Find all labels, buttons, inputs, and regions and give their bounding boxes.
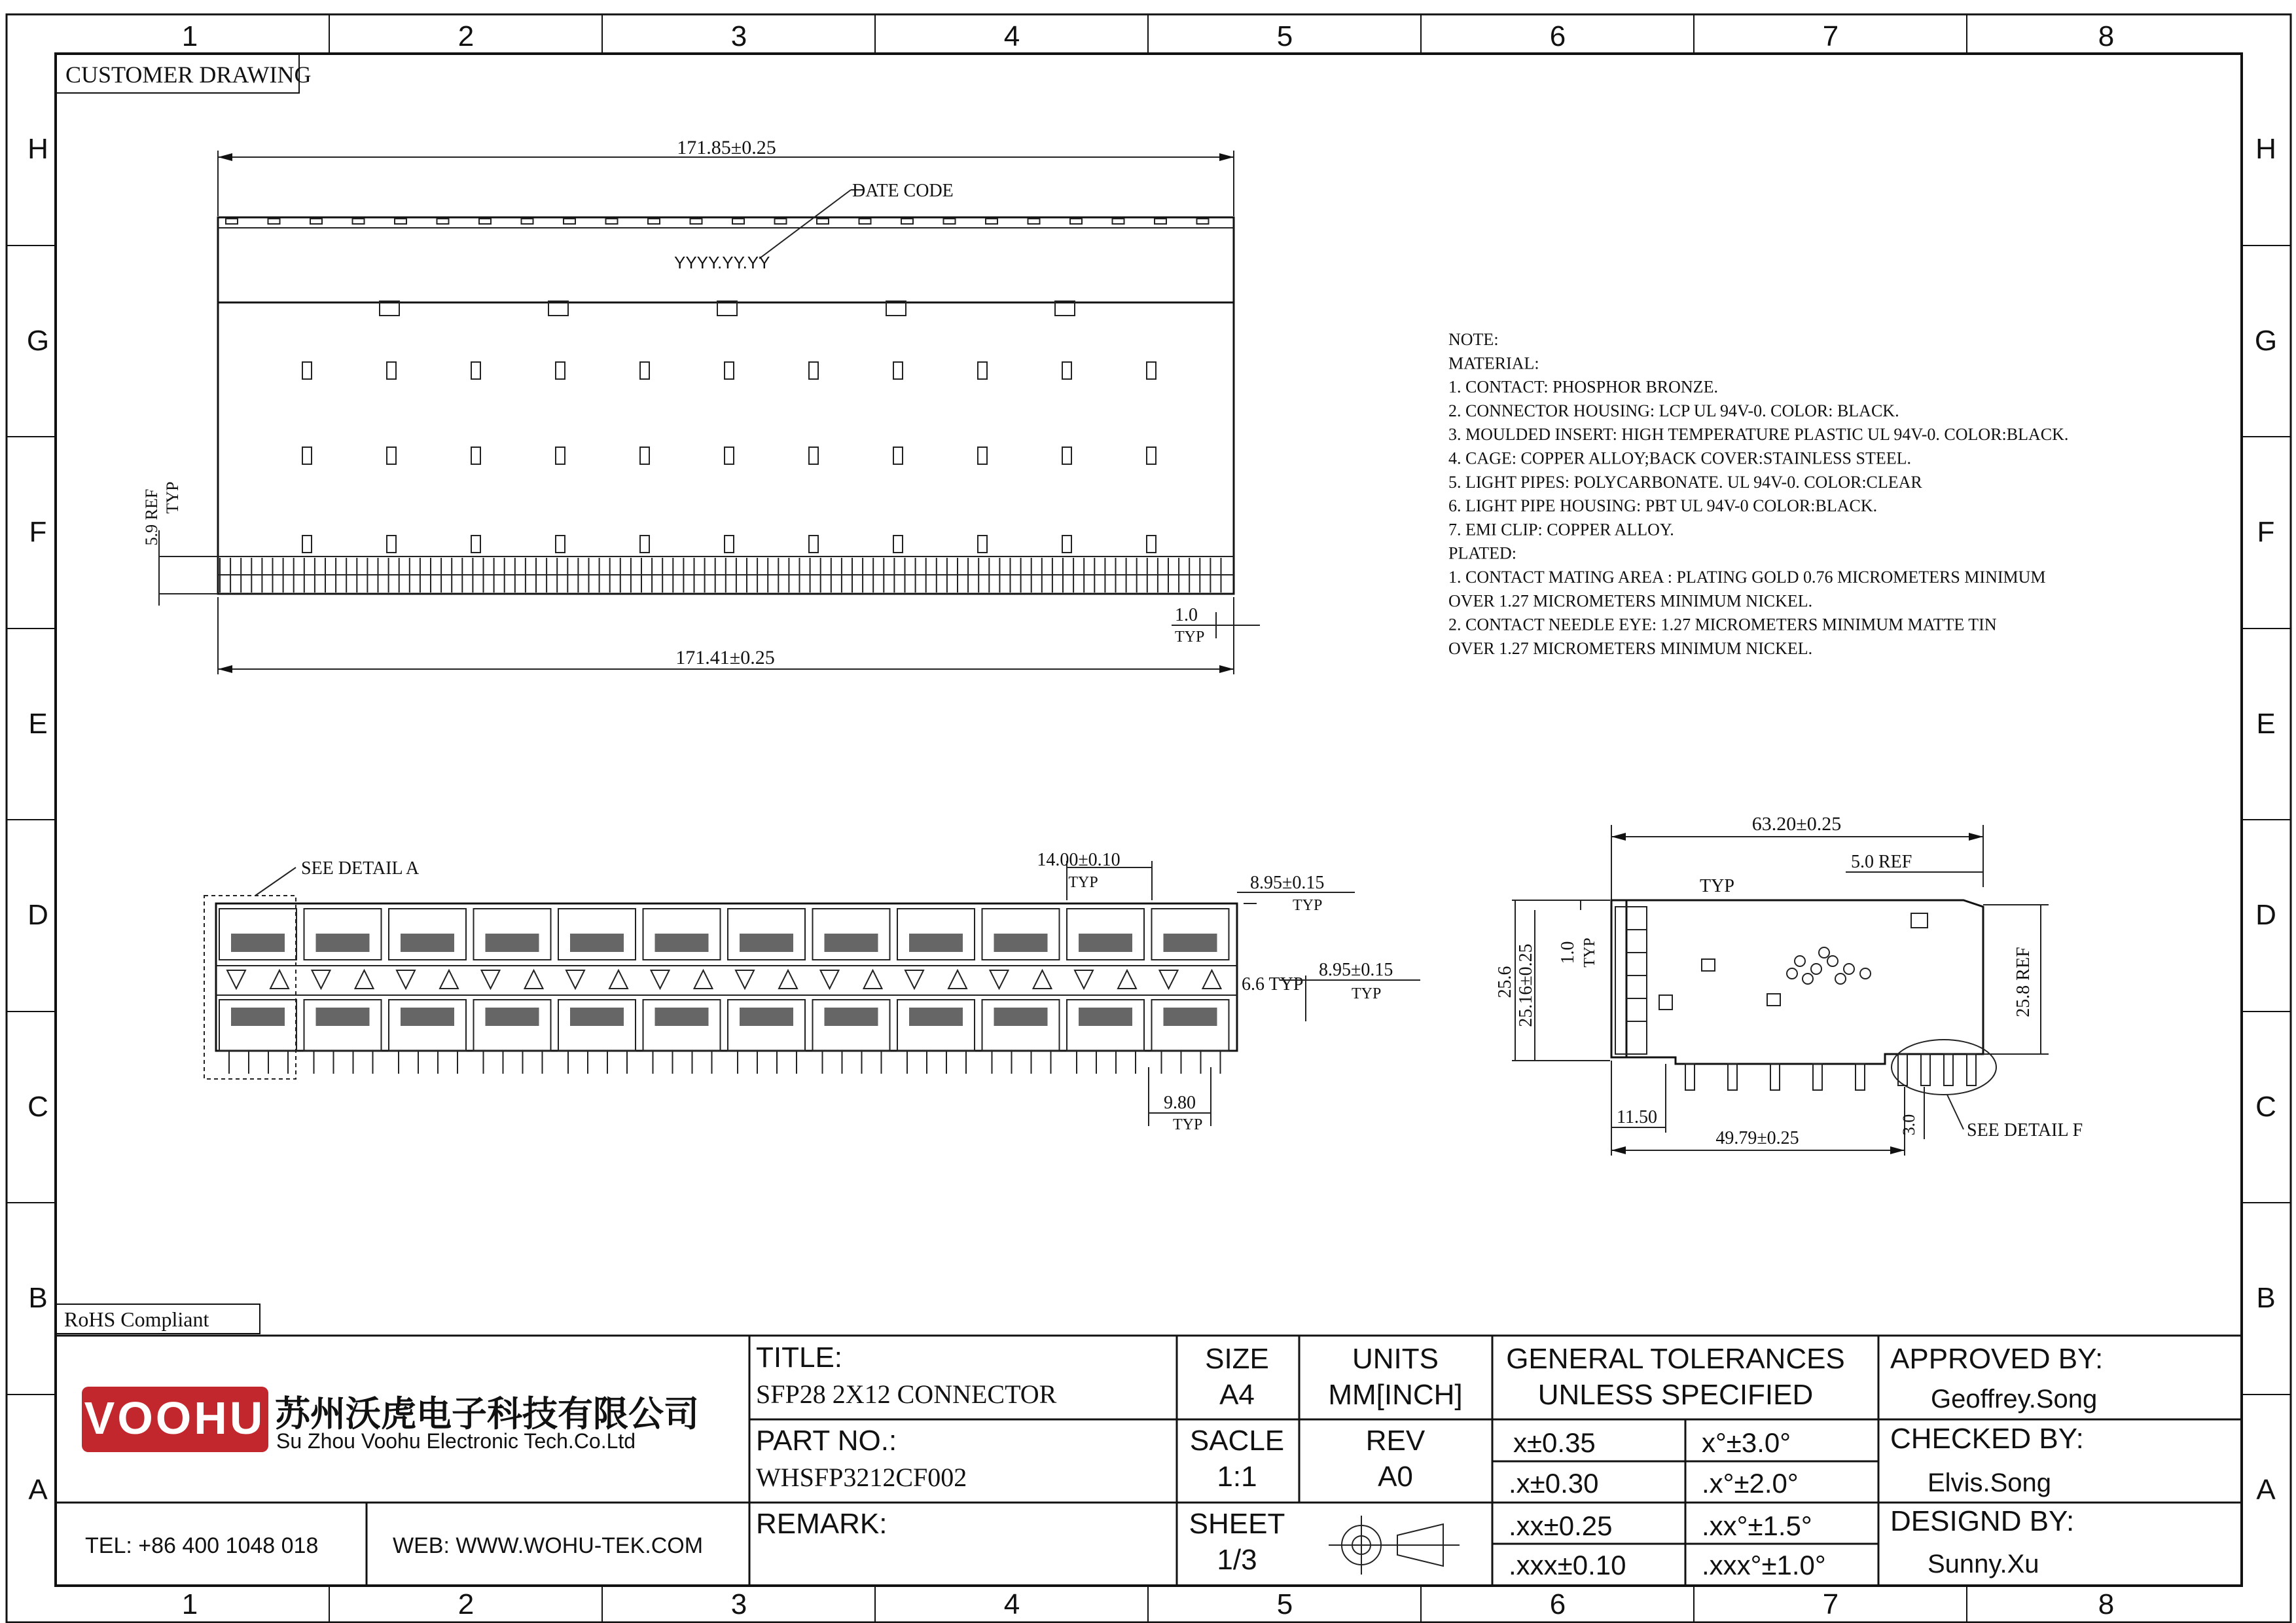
port-contacts bbox=[316, 1008, 370, 1026]
tolerance-linear: .xxx±0.10 bbox=[1509, 1550, 1626, 1580]
port-contacts bbox=[401, 1008, 454, 1026]
dim-a: 8.95±0.15 bbox=[1250, 873, 1325, 893]
row-label: G bbox=[2254, 325, 2278, 357]
scale-value: 1:1 bbox=[1217, 1461, 1257, 1493]
top-edge-mark bbox=[648, 219, 660, 224]
top-view-body bbox=[218, 217, 1234, 594]
top-edge-mark bbox=[1113, 219, 1124, 224]
dim-b: 8.95±0.15 bbox=[1319, 960, 1393, 980]
led-indicator bbox=[1033, 970, 1052, 989]
led-indicator bbox=[397, 970, 415, 989]
top-slot bbox=[1147, 536, 1156, 553]
company-tel: TEL: +86 400 1048 018 bbox=[85, 1533, 319, 1558]
row-ticks bbox=[7, 246, 2291, 1395]
row-label: B bbox=[28, 1282, 48, 1314]
col-label: 6 bbox=[1549, 1588, 1566, 1620]
port-contacts bbox=[740, 1008, 793, 1026]
note-line: NOTE: bbox=[1448, 330, 1499, 349]
top-edge-mark bbox=[522, 219, 533, 224]
top-edge-mark bbox=[775, 219, 787, 224]
top-slot bbox=[556, 536, 565, 553]
side-ref-dim: 5.0 REF bbox=[1851, 852, 1912, 872]
port-contacts bbox=[1164, 934, 1217, 952]
designed-value: Sunny.Xu bbox=[1928, 1550, 2039, 1578]
side-length-dim: 63.20±0.25 bbox=[1751, 813, 1842, 835]
top-edge-mark bbox=[901, 219, 913, 224]
led-indicator bbox=[779, 970, 797, 989]
led-indicator bbox=[1203, 970, 1221, 989]
row-label: D bbox=[2255, 899, 2276, 931]
note-line: PLATED: bbox=[1448, 543, 1516, 563]
top-edge-mark bbox=[310, 219, 322, 224]
led-indicator bbox=[566, 970, 584, 989]
part-value: WHSFP3212CF002 bbox=[756, 1463, 967, 1492]
port-contacts bbox=[570, 934, 624, 952]
port-contacts bbox=[1079, 934, 1132, 952]
note-line: 4. CAGE: COPPER ALLOY;BACK COVER:STAINLESS STEEL. bbox=[1448, 448, 1911, 468]
rev-value: A0 bbox=[1378, 1461, 1413, 1493]
top-edge-mark bbox=[353, 219, 365, 224]
col-label: 4 bbox=[1003, 20, 1020, 52]
col-label: 3 bbox=[730, 20, 747, 52]
tolerance-linear: .xx±0.25 bbox=[1509, 1510, 1613, 1541]
led-indicator bbox=[609, 970, 628, 989]
top-edge-mark bbox=[986, 219, 997, 224]
col-label: 6 bbox=[1549, 20, 1566, 52]
top-slot bbox=[640, 536, 649, 553]
top-slot bbox=[725, 447, 734, 464]
note-line: 6. LIGHT PIPE HOUSING: PBT UL 94V-0 COLOR:BLACK. bbox=[1448, 496, 1878, 516]
led-indicator bbox=[1118, 970, 1136, 989]
sheet-label: SHEET bbox=[1189, 1508, 1285, 1540]
note-line: 1. CONTACT MATING AREA : PLATING GOLD 0.76 MICROMETERS MINIMUM bbox=[1448, 568, 2046, 587]
notes-block bbox=[1448, 330, 2068, 658]
top-slot bbox=[640, 447, 649, 464]
top-slot bbox=[387, 447, 396, 464]
led-indicator bbox=[482, 970, 500, 989]
size-label: SIZE bbox=[1205, 1343, 1269, 1375]
tolerance-angular: .xxx°±1.0° bbox=[1702, 1550, 1826, 1580]
see-detail-f: SEE DETAIL F bbox=[1967, 1120, 2083, 1140]
company-name-cn: 苏州沃虎电子科技有限公司 bbox=[275, 1393, 699, 1434]
scale-label: SACLE bbox=[1189, 1425, 1285, 1457]
top-edge-mark bbox=[817, 219, 829, 224]
row-label: A bbox=[2256, 1474, 2276, 1506]
top-slot bbox=[387, 362, 396, 379]
top-view bbox=[142, 137, 1260, 674]
outer-frame bbox=[7, 14, 2291, 1622]
front-view-body bbox=[216, 903, 1237, 1051]
dim-c: 9.80 bbox=[1164, 1093, 1196, 1113]
see-detail-a: SEE DETAIL A bbox=[301, 858, 420, 879]
units-value: MM[INCH] bbox=[1328, 1379, 1463, 1411]
top-slot bbox=[471, 447, 480, 464]
checked-label: CHECKED BY: bbox=[1890, 1423, 2084, 1455]
size-value: A4 bbox=[1219, 1379, 1255, 1411]
top-slot bbox=[471, 536, 480, 553]
row-label: C bbox=[27, 1091, 48, 1123]
port-contacts bbox=[486, 934, 539, 952]
led-indicator bbox=[312, 970, 331, 989]
port-contacts bbox=[231, 934, 285, 952]
note-line: 1. CONTACT: PHOSPHOR BRONZE. bbox=[1448, 377, 1718, 397]
col-label: 5 bbox=[1276, 1588, 1293, 1620]
side-h3-typ: TYP bbox=[1581, 938, 1598, 968]
top-edge-mark bbox=[395, 219, 406, 224]
dim-gap: 6.6 TYP bbox=[1242, 974, 1304, 994]
port-contacts bbox=[825, 1008, 878, 1026]
rohs-label: RoHS Compliant bbox=[64, 1307, 209, 1331]
row-label: E bbox=[2256, 708, 2276, 740]
col-label: 8 bbox=[2098, 1588, 2115, 1620]
top-slot bbox=[1147, 362, 1156, 379]
top-slot bbox=[556, 362, 565, 379]
top-edge-mark bbox=[1155, 219, 1166, 224]
top-slot bbox=[471, 362, 480, 379]
led-indicator bbox=[864, 970, 882, 989]
port-contacts bbox=[1079, 1008, 1132, 1026]
led-indicator bbox=[905, 970, 924, 989]
tolerance-title: GENERAL TOLERANCES bbox=[1506, 1343, 1845, 1375]
side-d3: 3.0 bbox=[1899, 1114, 1918, 1136]
top-edge-mark bbox=[268, 219, 280, 224]
port-contacts bbox=[909, 1008, 963, 1026]
top-slot bbox=[809, 447, 818, 464]
row-label: F bbox=[29, 516, 47, 548]
tolerance-linear: x±0.35 bbox=[1513, 1427, 1596, 1458]
row-label: H bbox=[2255, 133, 2276, 165]
top-slot bbox=[640, 362, 649, 379]
top-edge-mark bbox=[944, 219, 956, 224]
top-slot bbox=[978, 447, 987, 464]
note-line: 3. MOULDED INSERT: HIGH TEMPERATURE PLASTIC UL 94V-0. COLOR:BLACK. bbox=[1448, 425, 2069, 445]
col-label: 4 bbox=[1003, 1588, 1020, 1620]
top-width-dim: 171.85±0.25 bbox=[677, 137, 776, 158]
led-indicator bbox=[440, 970, 458, 989]
company-name-en: Su Zhou Voohu Electronic Tech.Co.Ltd bbox=[276, 1429, 636, 1453]
top-slot bbox=[893, 362, 903, 379]
side-view bbox=[1495, 813, 2083, 1156]
customer-drawing-tag: CUSTOMER DRAWING bbox=[65, 62, 312, 88]
top-slot bbox=[725, 536, 734, 553]
dim-c-typ: TYP bbox=[1173, 1116, 1203, 1133]
tolerance-subtitle: UNLESS SPECIFIED bbox=[1537, 1379, 1814, 1411]
port-contacts bbox=[231, 1008, 285, 1026]
remark-label: REMARK: bbox=[756, 1508, 888, 1540]
port-contacts bbox=[994, 934, 1048, 952]
col-label: 1 bbox=[181, 20, 198, 52]
units-label: UNITS bbox=[1352, 1343, 1439, 1375]
row-label: A bbox=[28, 1474, 48, 1506]
right-dim: 1.0 bbox=[1175, 605, 1198, 625]
top-slot bbox=[893, 447, 903, 464]
led-indicator bbox=[1075, 970, 1093, 989]
note-line: 2. CONTACT NEEDLE EYE: 1.27 MICROMETERS MINIMUM MATTE TIN bbox=[1448, 615, 1997, 634]
side-d2: 49.79±0.25 bbox=[1715, 1128, 1799, 1148]
col-label: 5 bbox=[1276, 20, 1293, 52]
top-edge-mark bbox=[226, 219, 238, 224]
top-slot bbox=[809, 362, 818, 379]
part-label: PART NO.: bbox=[756, 1425, 897, 1457]
side-typ: TYP bbox=[1700, 876, 1734, 896]
led-indicator bbox=[525, 970, 543, 989]
top-edge-mark bbox=[1028, 219, 1040, 224]
top-slot bbox=[1147, 447, 1156, 464]
top-edge-mark bbox=[1197, 219, 1209, 224]
top-edge-mark bbox=[859, 219, 871, 224]
led-indicator bbox=[694, 970, 713, 989]
top-edge-mark bbox=[691, 219, 702, 224]
top-edge-mark bbox=[437, 219, 449, 224]
tolerance-linear: .x±0.30 bbox=[1509, 1468, 1599, 1499]
rev-label: REV bbox=[1365, 1425, 1426, 1457]
row-label: E bbox=[28, 708, 48, 740]
row-label: H bbox=[27, 133, 48, 165]
col-label: 7 bbox=[1822, 1588, 1839, 1620]
dim-a-typ: TYP bbox=[1293, 897, 1323, 914]
approved-label: APPROVED BY: bbox=[1890, 1343, 2104, 1375]
row-labels bbox=[27, 133, 2277, 1506]
top-edge-mark bbox=[1070, 219, 1082, 224]
port-contacts bbox=[655, 1008, 709, 1026]
side-h4: 25.8 REF bbox=[2013, 947, 2034, 1017]
note-line: OVER 1.27 MICROMETERS MINIMUM NICKEL. bbox=[1448, 591, 1813, 611]
date-code-label: DATE CODE bbox=[852, 181, 954, 201]
led-indicator bbox=[227, 970, 245, 989]
side-pins bbox=[1685, 1054, 1976, 1090]
date-code-format: YYYY.YY.YY bbox=[674, 253, 770, 272]
top-slot bbox=[978, 362, 987, 379]
row-label: C bbox=[2255, 1091, 2276, 1123]
tolerance-angular: x°±3.0° bbox=[1702, 1427, 1791, 1458]
led-indicator bbox=[821, 970, 839, 989]
led-indicator bbox=[948, 970, 967, 989]
bottom-width-dim: 171.41±0.25 bbox=[675, 647, 775, 668]
logo-text: VOOHU bbox=[84, 1393, 266, 1444]
top-slot bbox=[302, 536, 312, 553]
port-contacts bbox=[655, 934, 709, 952]
pitch-typ: TYP bbox=[1068, 874, 1098, 891]
port-contacts bbox=[909, 934, 963, 952]
led-indicator bbox=[736, 970, 754, 989]
row-label: D bbox=[27, 899, 48, 931]
side-h1: 25.6 bbox=[1495, 966, 1515, 998]
top-slot bbox=[893, 536, 903, 553]
port-contacts bbox=[401, 934, 454, 952]
side-h3: 1.0 bbox=[1558, 941, 1578, 964]
title-label: TITLE: bbox=[756, 1341, 843, 1374]
top-slot bbox=[1062, 362, 1071, 379]
port-contacts bbox=[316, 934, 370, 952]
led-indicator bbox=[990, 970, 1009, 989]
row-label: B bbox=[2256, 1282, 2276, 1314]
led-indicator bbox=[355, 970, 374, 989]
top-edge-mark bbox=[606, 219, 618, 224]
side-d1: 11.50 bbox=[1617, 1107, 1657, 1127]
top-slot bbox=[725, 362, 734, 379]
port-contacts bbox=[1164, 1008, 1217, 1026]
note-line: 7. EMI CLIP: COPPER ALLOY. bbox=[1448, 520, 1674, 539]
pitch-dim: 14.00±0.10 bbox=[1037, 850, 1121, 870]
checked-value: Elvis.Song bbox=[1928, 1468, 2051, 1497]
note-line: 2. CONNECTOR HOUSING: LCP UL 94V-0. COLOR: BLACK. bbox=[1448, 401, 1899, 420]
top-slot bbox=[302, 362, 312, 379]
top-edge-mark bbox=[479, 219, 491, 224]
front-view bbox=[204, 850, 1420, 1133]
port-contacts bbox=[994, 1008, 1048, 1026]
led-indicator bbox=[1160, 970, 1178, 989]
title-block bbox=[56, 1336, 2242, 1586]
col-label: 7 bbox=[1822, 20, 1839, 52]
top-slot bbox=[556, 447, 565, 464]
title-value: SFP28 2X12 CONNECTOR bbox=[756, 1379, 1057, 1409]
top-slot bbox=[978, 536, 987, 553]
top-slot bbox=[809, 536, 818, 553]
top-slot bbox=[302, 447, 312, 464]
right-dim-typ: TYP bbox=[1175, 629, 1205, 646]
side-h2: 25.16±0.25 bbox=[1516, 943, 1536, 1027]
dim-b-typ: TYP bbox=[1352, 985, 1382, 1002]
top-edge-mark bbox=[732, 219, 744, 224]
note-line: OVER 1.27 MICROMETERS MINIMUM NICKEL. bbox=[1448, 638, 1813, 658]
col-label: 8 bbox=[2098, 20, 2115, 52]
vent-holes bbox=[1787, 947, 1871, 984]
row-label: G bbox=[26, 325, 50, 357]
left-ref-dim: 5.9 REF bbox=[142, 488, 161, 546]
note-line: 5. LIGHT PIPES: POLYCARBONATE. UL 94V-0. COLOR:CLEAR bbox=[1448, 472, 1922, 492]
top-slot bbox=[387, 536, 396, 553]
col-label: 3 bbox=[730, 1588, 747, 1620]
row-label: F bbox=[2257, 516, 2275, 548]
col-label: 2 bbox=[457, 20, 475, 52]
tolerance-angular: .x°±2.0° bbox=[1702, 1468, 1799, 1499]
top-slot bbox=[1062, 447, 1071, 464]
col-label: 2 bbox=[457, 1588, 475, 1620]
led-indicator bbox=[651, 970, 670, 989]
port-contacts bbox=[825, 934, 878, 952]
company-web: WEB: WWW.WOHU-TEK.COM bbox=[393, 1533, 704, 1558]
sheet-value: 1/3 bbox=[1217, 1544, 1257, 1576]
top-slot bbox=[1062, 536, 1071, 553]
tolerance-angular: .xx°±1.5° bbox=[1702, 1510, 1812, 1541]
note-line: MATERIAL: bbox=[1448, 354, 1539, 373]
approved-value: Geoffrey.Song bbox=[1931, 1385, 2098, 1413]
port-contacts bbox=[740, 934, 793, 952]
col-label: 1 bbox=[181, 1588, 198, 1620]
designed-label: DESIGND BY: bbox=[1890, 1505, 2075, 1537]
top-edge-mark bbox=[564, 219, 575, 224]
led-indicator bbox=[270, 970, 289, 989]
projection-symbol bbox=[1329, 1516, 1460, 1575]
port-contacts bbox=[570, 1008, 624, 1026]
port-contacts bbox=[486, 1008, 539, 1026]
left-ref-typ: TYP bbox=[163, 481, 182, 514]
